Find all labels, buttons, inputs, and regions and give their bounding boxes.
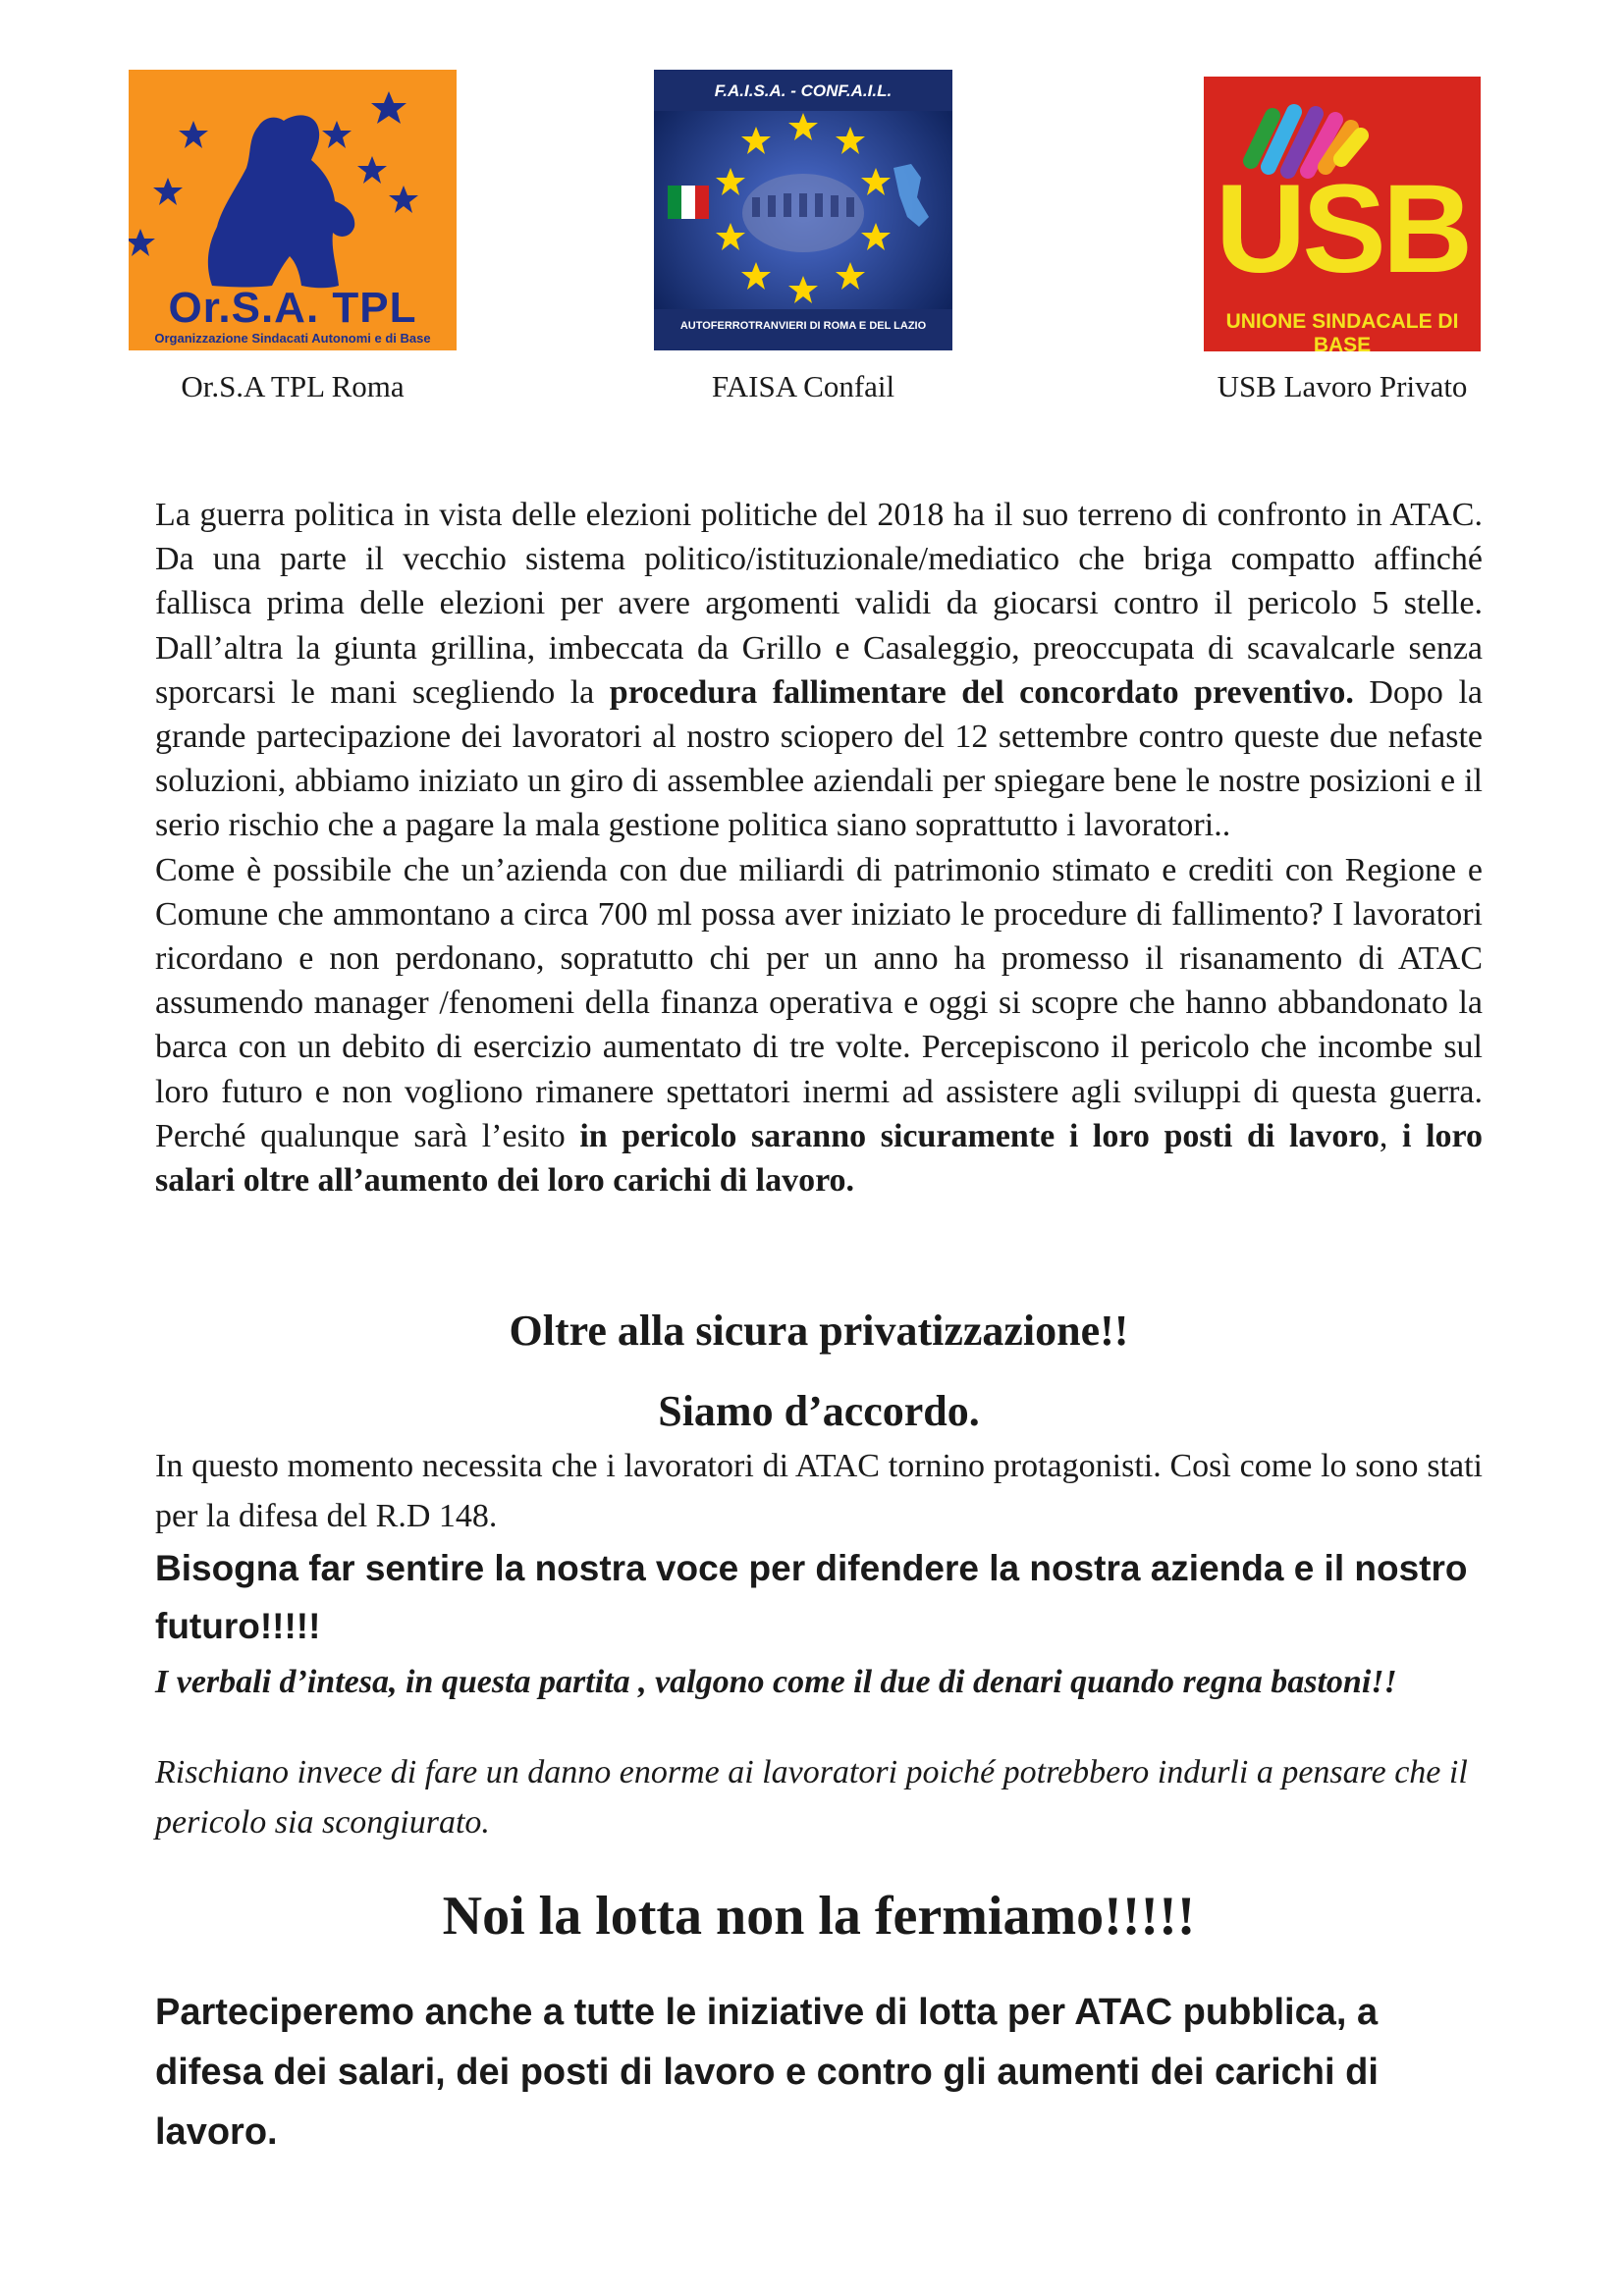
paragraph-1 [155, 493, 1483, 1202]
faisa-caption: FAISA Confail [711, 369, 895, 403]
faisa-logo [654, 70, 952, 350]
italic-bold-wrap [155, 1661, 1483, 1703]
orsa-logo [129, 70, 457, 350]
slogan: Noi la lotta non la fermiamo!!!!! [442, 1886, 1196, 1947]
orsa-caption: Or.S.A TPL Roma [181, 369, 405, 403]
paragraph-1-middle: Dopo la grande partecipazione dei lavoratori al nostro sciopero del 12 settembre contro queste due nefaste soluzioni, abbiamo iniziato un giro di assemblee aziendali per spiegare bene le nostre posizioni e il serio rischio che a pagare la mala gestione politica siano soprattutto i lavoratori.. [155, 673, 1483, 844]
usb-logo-subtext: UNIONE SINDACALE DI BASE [1225, 310, 1459, 351]
paragraph-1-bold-posti: in pericolo saranno sicuramente i loro posti di lavoro [579, 1117, 1380, 1154]
heading-privatizzazione-wrap [155, 1306, 1483, 1356]
main-paragraph [155, 493, 1483, 1202]
usb-caption: USB Lavoro Privato [1217, 369, 1468, 403]
orsa-logo-subtext: Organizzazione Sindacati Autonomi e di Base [154, 331, 431, 346]
paragraph-1-bold-salari: i loro salari oltre all’aumento dei loro carichi di lavoro. [155, 1117, 1484, 1200]
slogan-wrap [155, 1885, 1483, 1948]
italic-wrap [155, 1747, 1483, 1847]
heading-accordo-wrap [155, 1386, 1483, 1436]
paragraph-2: In questo momento necessita che i lavoratori di ATAC tornino protagonisti. Così come lo sono stati per la difesa del R.D 148. [155, 1448, 1483, 1534]
paragraph-1-intro: La guerra politica in vista delle elezioni politiche del 2018 ha il suo terreno di confronto in ATAC. Da una parte il vecchio sistema politico/istituzionale/mediatico che briga compatto affinché fallisca prima delle elezioni per avere argomenti validi da giocarsi contro il pericolo 5 stelle. Dall’altra la giunta grillina, imbeccata da Grillo e Casaleggio, preoccupata di scavalcarle senza sporcarsi le mani scegliendo la [155, 497, 1483, 711]
paragraph-1-bold-concordato: procedura fallimentare del concordato preventivo. [609, 673, 1354, 711]
usb-logo-text: USB [1215, 159, 1470, 299]
orsa-logo-text: Or.S.A. TPL [168, 284, 417, 332]
italic-bold-text: I verbali d’intesa, in questa partita , valgono come il due di denari quando regna bastoni!! [155, 1664, 1397, 1700]
faisa-logo-top-text: F.A.I.S.A. - CONF.A.I.L. [714, 81, 893, 100]
heading-privatizzazione: Oltre alla sicura privatizzazione!! [509, 1307, 1129, 1355]
call-to-action: Bisogna far sentire la nostra voce per difendere la nostra azienda e il nostro futuro!!!!! [155, 1548, 1468, 1646]
heading-accordo: Siamo d’accordo. [658, 1387, 980, 1435]
call-to-action-wrap [155, 1539, 1483, 1655]
final-paragraph: Parteciperemo anche a tutte le iniziative di lotta per ATAC pubblica, a difesa dei salari, dei posti di lavoro e contro gli aumenti dei carichi di lavoro. [155, 1992, 1379, 2153]
faisa-logo-bottom-text: AUTOFERROTRANVIERI DI ROMA E DEL LAZIO [679, 320, 927, 332]
paragraph-1-comma: , [1379, 1117, 1403, 1154]
final-wrap [155, 1983, 1483, 2163]
colosseum-eu-stars-icon [654, 70, 952, 350]
paragraph-1-second: Come è possibile che un’azienda con due miliardi di patrimonio stimato e crediti con Regione e Comune che ammontano a circa 700 ml possa aver iniziato le procedure di fallimento? I lavoratori ricordano e non perdonano, sopratutto chi per un anno ha promesso il risanamento di ATAC assumendo manager /fenomeni della finanza operativa e oggi si scopre che hanno abbandonato la barca con un debito di esercizio aumentato di tre volte. Percepiscono il pericolo che incombe sul loro futuro e non vogliono rimanere spettatori inermi ad assistere agli sviluppi di questa guerra. Perché qualunque sarà l’esito [155, 851, 1483, 1154]
paragraph-2-wrap [155, 1441, 1483, 1541]
italic-text: Rischiano invece di fare un danno enorme ai lavoratori poiché potrebbero indurli a pensare che il pericolo sia scongiurato. [155, 1754, 1468, 1841]
usb-logo [1204, 77, 1481, 351]
